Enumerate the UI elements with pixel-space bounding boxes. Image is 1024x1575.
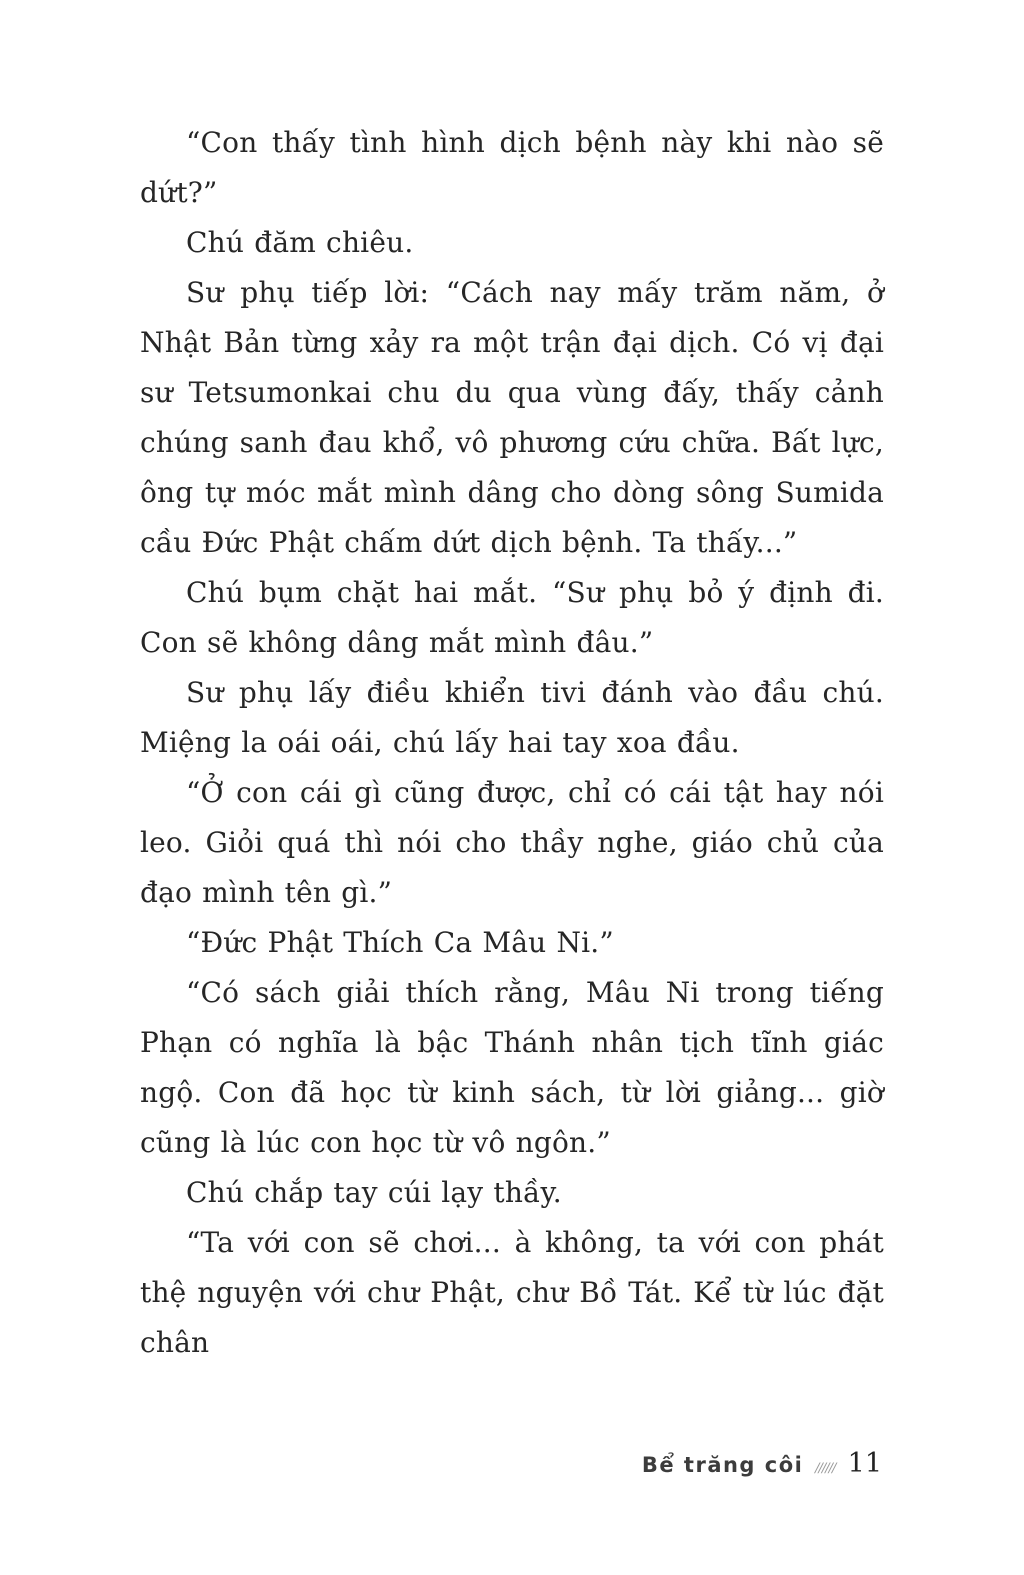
- paragraph: “Ta với con sẽ chơi... à không, ta với con phát thệ nguyện với chư Phật, chư Bồ Tát. Kể từ lúc đặt chân: [140, 1226, 884, 1359]
- paragraph: Sư phụ tiếp lời: “Cách nay mấy trăm năm, ở Nhật Bản từng xảy ra một trận đại dịch. Có vị đại sư Tetsumonkai chu du qua vùng đấy, thấy cảnh chúng sanh đau khổ, vô phương cứu chữa. Bất lực, ông tự móc mắt mình dâng cho dòng sông Sumida cầu Đức Phật chấm dứt dịch bệnh. Ta thấy...”: [140, 276, 884, 559]
- footer-ornament-icon: //////: [813, 1461, 838, 1476]
- paragraph: “Đức Phật Thích Ca Mâu Ni.”: [186, 926, 614, 959]
- paragraph: Chú đăm chiêu.: [186, 226, 414, 259]
- footer-book-title: Bể trăng côi: [641, 1453, 804, 1477]
- paragraph: Chú chắp tay cúi lạy thầy.: [186, 1176, 562, 1209]
- text-block: [140, 118, 884, 1368]
- paragraph: “Ở con cái gì cũng được, chỉ có cái tật hay nói leo. Giỏi quá thì nói cho thầy nghe, giáo chủ của đạo mình tên gì.”: [140, 776, 884, 909]
- paragraph: “Có sách giải thích rằng, Mâu Ni trong tiếng Phạn có nghĩa là bậc Thánh nhân tịch tĩnh giác ngộ. Con đã học từ kinh sách, từ lời giảng... giờ cũng là lúc con học từ vô ngôn.”: [140, 976, 884, 1159]
- paragraph: Chú bụm chặt hai mắt. “Sư phụ bỏ ý định đi. Con sẽ không dâng mắt mình đâu.”: [140, 576, 884, 659]
- paragraph: “Con thấy tình hình dịch bệnh này khi nào sẽ dứt?”: [140, 126, 884, 209]
- page-footer: [642, 1448, 882, 1479]
- paragraph: Sư phụ lấy điều khiển tivi đánh vào đầu chú. Miệng la oái oái, chú lấy hai tay xoa đầu.: [140, 676, 884, 759]
- footer-page-number: 11: [847, 1448, 882, 1479]
